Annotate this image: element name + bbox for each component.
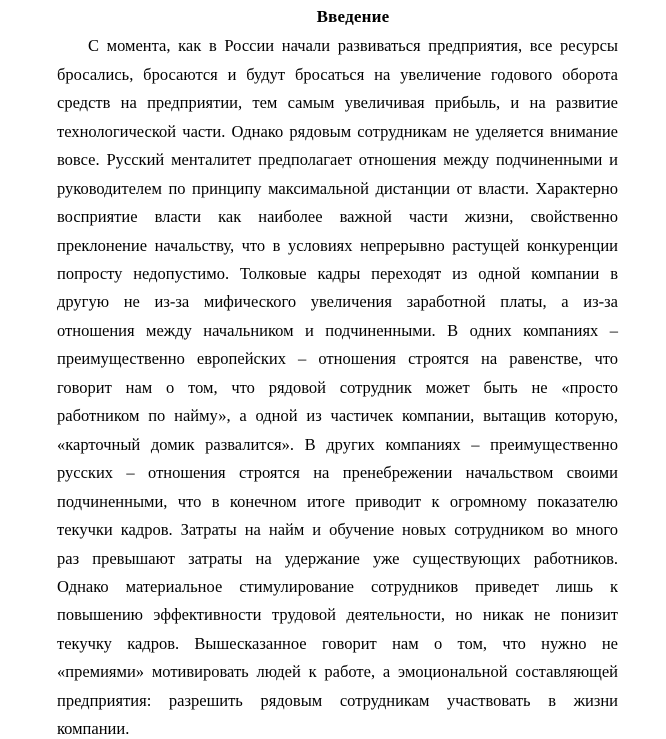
text-line: преклонение начальству, что в условиях непрерывно растущей конкуренции [57, 235, 618, 255]
text-line: Однако материальное стимулирование сотрудников приведет лишь к [57, 577, 618, 597]
text-line: раз превышают затраты на удержание уже существующих работников. [57, 548, 618, 568]
text-line: отношения между начальником и подчиненными. В одних компаниях – [57, 320, 618, 340]
text-line: подчиненными, что в конечном итоге приводит к огромному показателю [57, 491, 618, 511]
text-line: русских – отношения строятся на пренебрежении начальством своими [57, 463, 618, 483]
text-line: предприятия: разрешить рядовым сотрудникам участвовать в жизни [57, 690, 618, 710]
text-line: попросту недопустимо. Толковые кадры переходят из одной компании в [57, 264, 618, 284]
text-line: работником по найму», а одной из частичек компании, вытащив которую, [57, 406, 618, 426]
text-line: С момента, как в России начали развиваться предприятия, все ресурсы [88, 36, 618, 56]
text-line: другую не из-за мифического увеличения заработной платы, а из-за [57, 292, 618, 312]
text-line: преимущественно европейских – отношения строятся на равенстве, что [57, 349, 618, 369]
text-line: средств на предприятии, тем самым увеличивая прибыль, и на развитие [57, 93, 618, 113]
text-line: текучки кадров. Затраты на найм и обучение новых сотрудником во много [57, 520, 618, 540]
text-line: компании. [57, 719, 130, 739]
text-line: руководителем по принципу максимальной дистанции от власти. Характерно [57, 178, 618, 198]
page-content [57, 3, 618, 739]
text-line: восприятие власти как наиболее важной части жизни, свойственно [57, 207, 618, 227]
text-line: «премиями» мотивировать людей к работе, а эмоциональной составляющей [57, 662, 618, 682]
paragraph [57, 32, 618, 739]
text-line: вовсе. Русский менталитет предполагает отношения между подчиненными и [57, 150, 618, 170]
page-title: Введение [316, 7, 390, 26]
text-line: повышению эффективности трудовой деятельности, но никак не понизит [57, 605, 618, 625]
text-line: технологической части. Однако рядовым сотрудникам не уделяется внимание [57, 121, 618, 141]
text-line: «карточный домик развалится». В других компаниях – преимущественно [57, 434, 618, 454]
text-line: говорит нам о том, что рядовой сотрудник может быть не «просто [57, 377, 618, 397]
text-line: текучку кадров. Вышесказанное говорит нам о том, что нужно не [57, 633, 618, 653]
text-line: бросались, бросаются и будут бросаться на увеличение годового оборота [57, 64, 618, 84]
